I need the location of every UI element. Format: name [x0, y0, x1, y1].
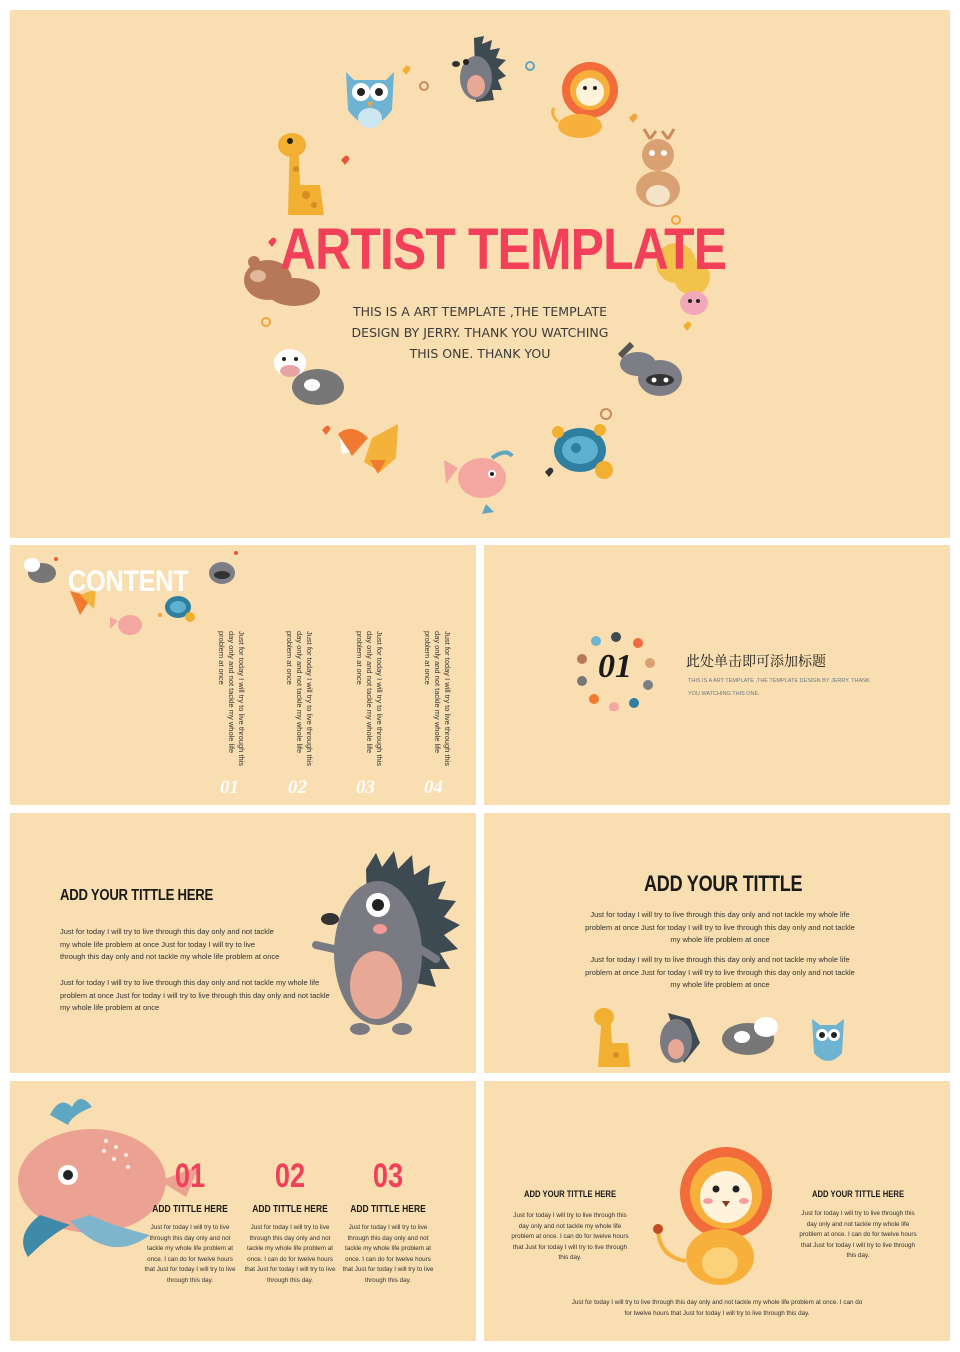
section-title: 此处单击即可添加标题: [686, 654, 826, 670]
contents-item-4-text: Just for today I will try to live through this day only and not tackle my whole life problem at once: [423, 631, 452, 767]
slide7-left-title: ADD YOUR TITTLE HERE: [523, 1189, 617, 1199]
slide4-paragraph-1: Just for today I will try to live through this day only and not tackle my whole life problem at once Just for today I will try to live through this day only and not tackle my whole life problem at once: [60, 927, 280, 961]
contents-item-4-number: 04: [424, 777, 443, 798]
cover-subtitle: [330, 301, 630, 364]
slide4-title: ADD YOUR TITTLE HERE: [60, 887, 214, 904]
step-2-number: 02: [274, 1157, 306, 1195]
step-2-text: Just for today I will try to live through this day only and not tackle my whole life problem at once. I can do for twelve hours that Just for today I will try to live through this day.: [244, 1224, 336, 1284]
slide5-title: ADD YOUR TITTLE: [644, 871, 803, 896]
contents-title: CONTENT: [68, 565, 189, 598]
cover-title: ARTIST TEMPLATE: [280, 217, 727, 282]
fox-icon: [338, 424, 398, 474]
contents-item-2-number: 02: [288, 777, 307, 798]
section-desc-line-1: THIS IS A ART TEMPLATE ,THE TEMPLATE DESIGN BY JERRY. THANK: [688, 678, 870, 684]
contents-item-3-text: Just for today I will try to live through this day only and not tackle my whole life problem at once: [355, 631, 384, 767]
cow-icon: [24, 558, 56, 583]
hedgehog-icon: [310, 849, 470, 1039]
giraffe-icon: [594, 1008, 630, 1067]
cover-subtitle-line-2: DESIGN BY JERRY. THANK YOU WATCHING: [351, 325, 609, 340]
lion-icon: [553, 62, 618, 138]
raccoon-icon: [209, 562, 235, 584]
slide7-right-title: ADD YOUR TITTLE HERE: [811, 1189, 905, 1199]
owl-icon: [812, 1019, 844, 1061]
contents-item-3-number: 03: [356, 777, 375, 798]
turtle-icon: [552, 424, 613, 479]
contents-item-1-number: 01: [220, 777, 239, 798]
slide7-right-text: Just for today I will try to live through this day only and not tackle my whole life problem at once. I can do for twelve hours that Just for today I will try to live through this day.: [799, 1210, 917, 1259]
slide4-paragraph-2: Just for today I will try to live through this day only and not tackle my whole life problem at once Just for today I will try to live through this day only and not tackle my whole life problem at once: [60, 978, 330, 1012]
step-1-number: 01: [174, 1157, 206, 1195]
owl-icon: [346, 72, 394, 128]
fish-icon: [444, 452, 512, 514]
step-3-title: ADD TITTLE HERE: [350, 1204, 426, 1215]
slide-add-title: [484, 813, 950, 1073]
turtle-icon: [165, 596, 195, 622]
step-1-text: Just for today I will try to live through this day only and not tackle my whole life problem at once. I can do for twelve hours that Just for today I will try to live through this day.: [144, 1224, 236, 1284]
section-desc-line-2: YOU WATCHING THIS ONE.: [688, 691, 760, 697]
hedgehog-icon: [660, 1013, 700, 1063]
cow-icon: [722, 1017, 778, 1055]
step-2-title: ADD TITTLE HERE: [252, 1204, 328, 1215]
cover-subtitle-line-3: THIS ONE. THANK YOU: [409, 346, 551, 361]
deer-icon: [636, 129, 680, 207]
slide-lion: [484, 1081, 950, 1341]
contents-animal-arc: [10, 545, 250, 655]
hedgehog-icon: [452, 36, 506, 102]
step-1-title: ADD TITTLE HERE: [152, 1204, 228, 1215]
slide-cover: [10, 10, 950, 538]
slide7-bottom-line-2: for twelve hours that Just for today I will try to live through this day.: [624, 1310, 810, 1317]
slide5-paragraph-1: Just for today I will try to live through this day only and not tackle my whole life problem at once Just for today I will try to live through this day only and not tackle my whole life problem at once: [585, 910, 855, 944]
step-3-text: Just for today I will try to live through this day only and not tackle my whole life problem at once. I can do for twelve hours that Just for today I will try to live through this day.: [342, 1224, 434, 1284]
giraffe-icon: [278, 133, 324, 215]
cover-subtitle-line-1: THIS IS A ART TEMPLATE ,THE TEMPLATE: [353, 304, 607, 319]
slide-section-01: [484, 545, 950, 805]
fish-icon: [110, 615, 142, 635]
slide-contents: [10, 545, 476, 805]
slide-hedgehog: [10, 813, 476, 1073]
slide7-left-text: Just for today I will try to live through this day only and not tackle my whole life problem at once. I can do for twelve hours that Just for today I will try to live through this day.: [511, 1212, 629, 1261]
step-3-number: 03: [372, 1157, 404, 1195]
contents-item-2-text: Just for today I will try to live through this day only and not tackle my whole life problem at once: [285, 631, 314, 767]
slide5-paragraph-2: Just for today I will try to live through this day only and not tackle my whole life problem at once Just for today I will try to live through this day only and not tackle my whole life problem at once: [585, 955, 855, 989]
animal-row-illustration: [584, 1003, 864, 1073]
slide-whale-steps: [10, 1081, 476, 1341]
lion-icon: [650, 1141, 780, 1291]
slide7-bottom-line-1: Just for today I will try to live through this day only and not tackle my whole life problem at once. I can do: [571, 1299, 863, 1306]
section-number: 01: [598, 648, 632, 685]
contents-item-1-text: Just for today I will try to live through this day only and not tackle my whole life problem at once: [217, 631, 246, 767]
